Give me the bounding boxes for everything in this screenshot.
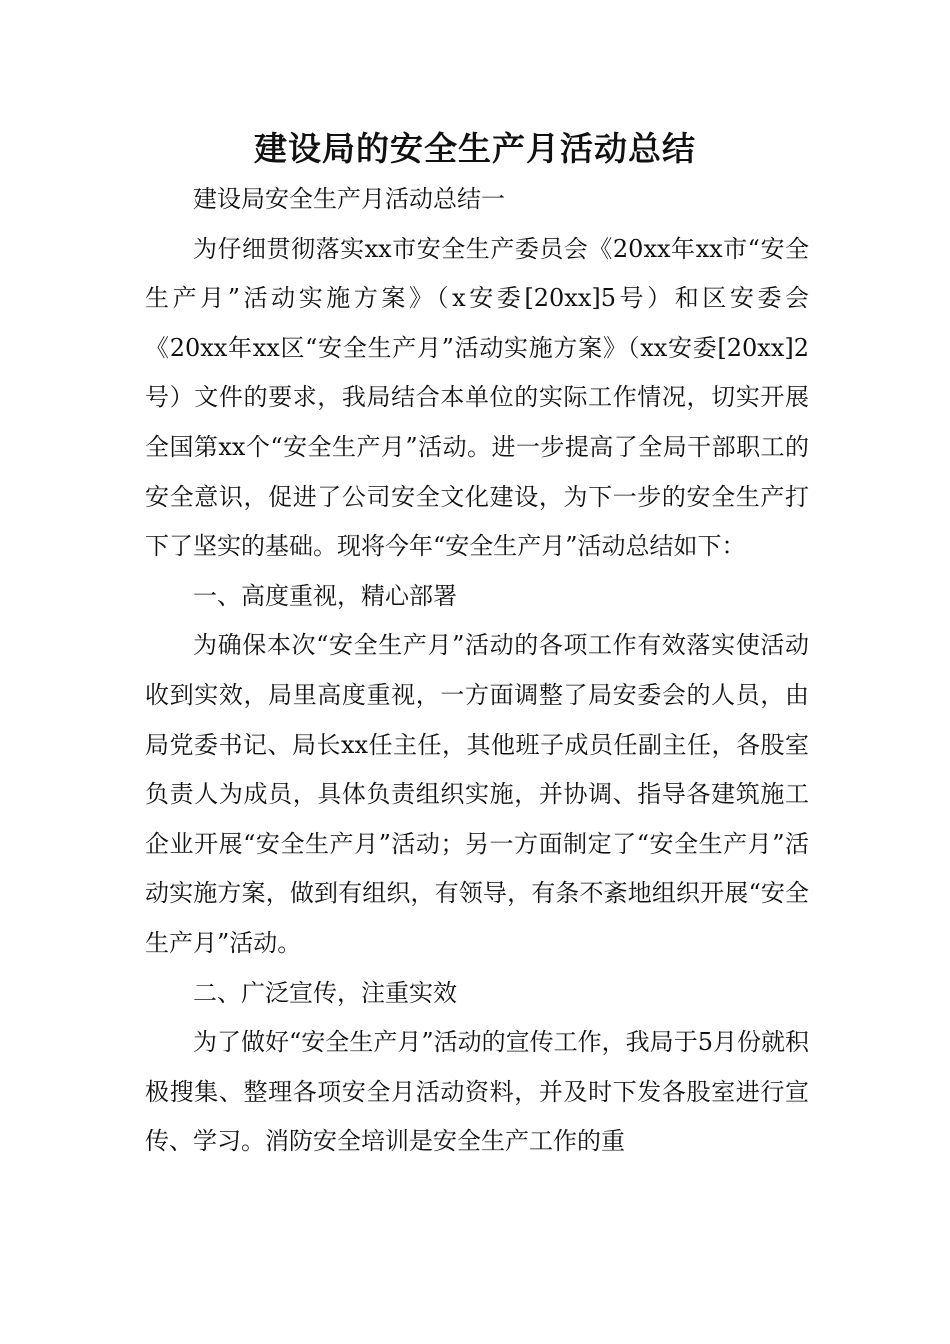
subtitle-paragraph: 建设局安全生产月活动总结一 xyxy=(193,185,505,213)
section-2-paragraph: 为了做好“安全生产月”活动的宣传工作，我局于5月份就积极搜集、整理各项安全月活动资料，并及时下发各股室进行宣传、学习。消防安全培训是安全生产工作的重 xyxy=(145,1028,809,1156)
section-heading-2: 二、广泛宣传，注重实效 xyxy=(193,978,457,1007)
section-heading-1: 一、高度重视，精心部署 xyxy=(193,581,457,610)
document-body xyxy=(145,175,809,1167)
document-title: 建设局的安全生产月活动总结 xyxy=(254,129,696,168)
section-1-paragraph: 为确保本次“安全生产月”活动的各项工作有效落实使活动收到实效，局里高度重视，一方面调整了局安委会的人员，由局党委书记、局长xx任主任，其他班子成员任副主任，各股室负责人为成员，具体负责组织实施，并协调、指导各建筑施工企业开展“安全生产月”活动；另一方面制定了“安全生产月”活动实施方案，做到有组织，有领导，有条不紊地组织开展“安全生产月”活动。 xyxy=(145,631,809,957)
intro-paragraph: 为仔细贯彻落实xx市安全生产委员会《20xx年xx市“安全生产月”活动实施方案》（x安委[20xx]5号）和区安委会《20xx年xx区“安全生产月”活动实施方案》（xx安委[20xx]2号）文件的要求，我局结合本单位的实际工作情况，切实开展全国第xx个“安全生产月”活动。进一步提高了全局干部职工的安全意识，促进了公司安全文化建设，为下一步的安全生产打下了坚实的基础。现将今年“安全生产月”活动总结如下： xyxy=(145,234,809,561)
